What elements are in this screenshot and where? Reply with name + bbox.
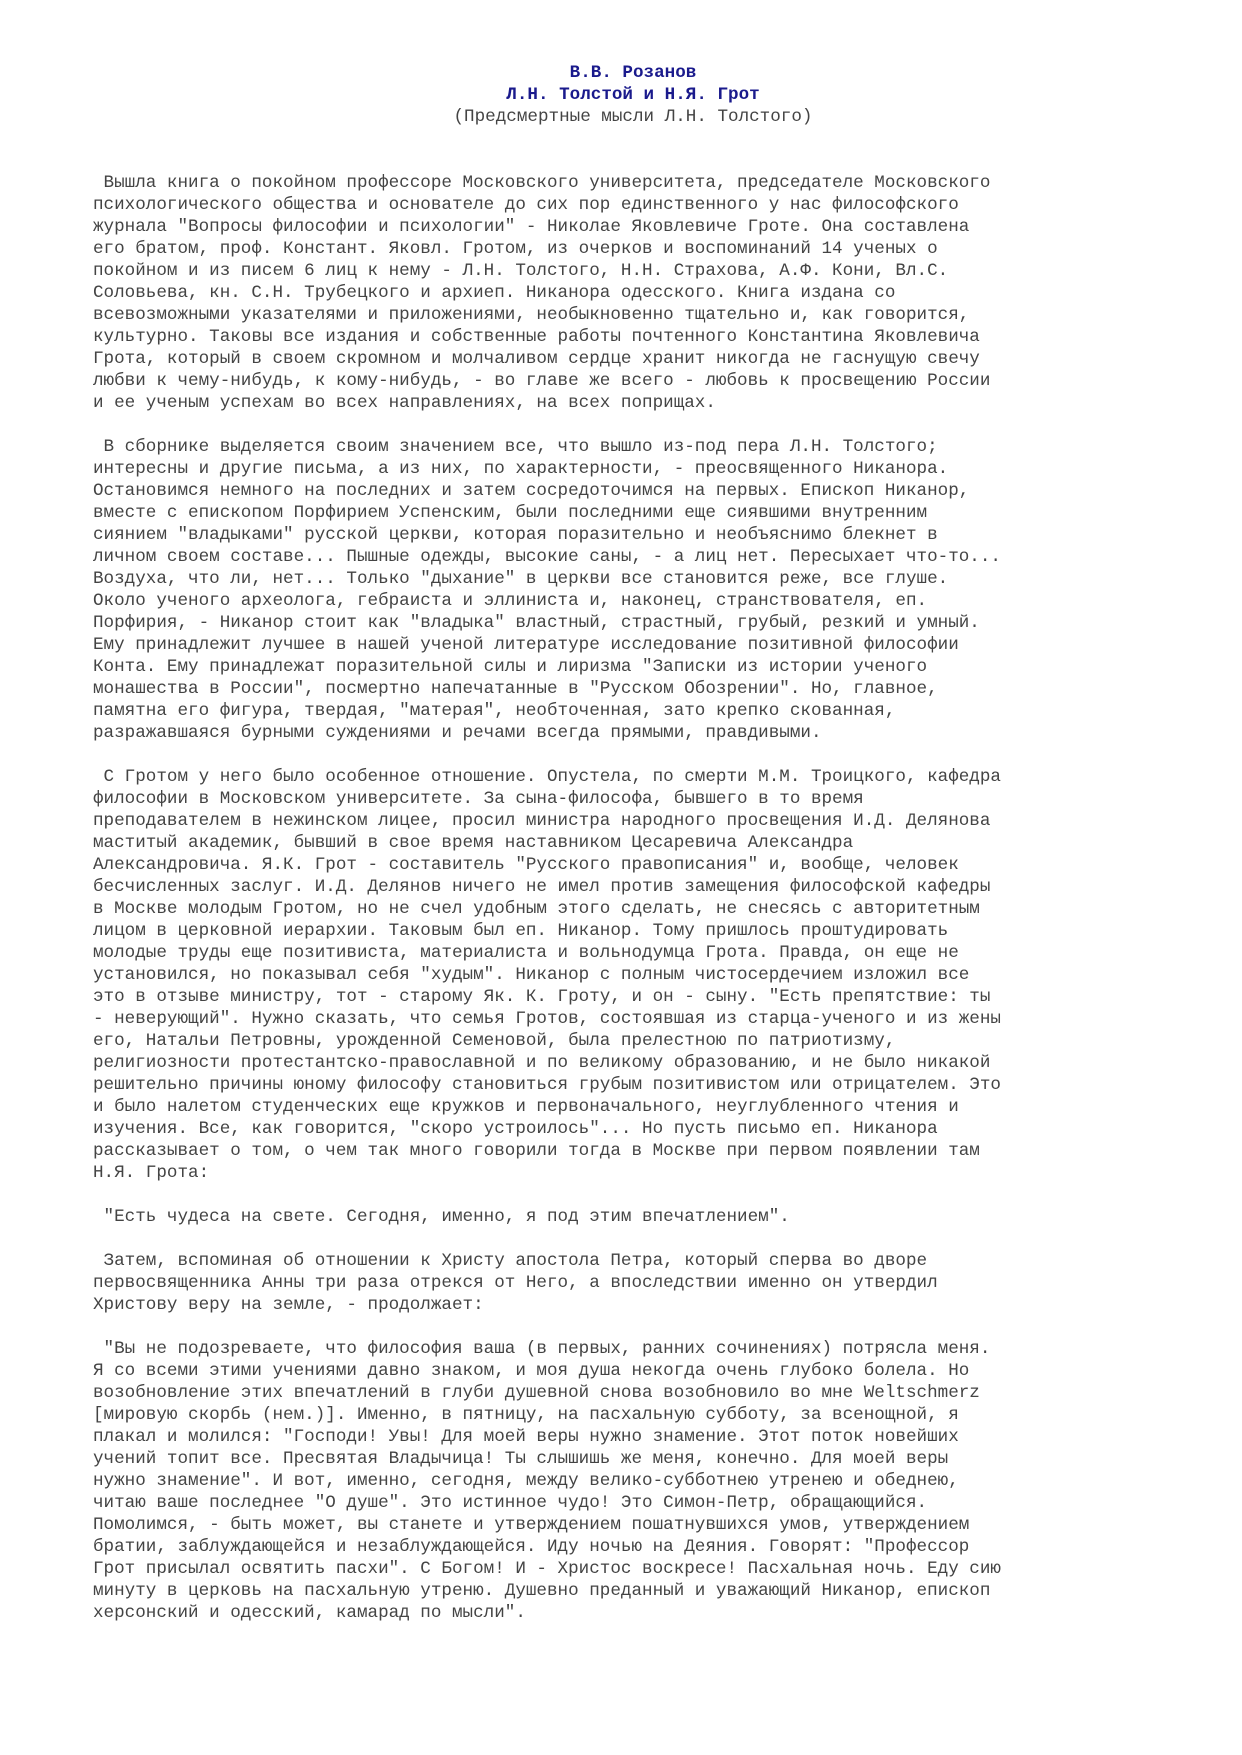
document-page bbox=[93, 62, 1173, 1646]
paragraph-line: братии, заблуждающейся и незаблуждающейся. Иду ночью на Деяния. Говорят: "Профессор bbox=[93, 1537, 970, 1557]
paragraph-line: Вышла книга о покойном профессоре Московского университета, председателе Московского bbox=[93, 173, 991, 193]
paragraph-line: нужно знамение". И вот, именно, сегодня, между велико-субботнею утренею и обеднею, bbox=[93, 1471, 959, 1491]
paragraph bbox=[93, 766, 1173, 1184]
paragraph-line: монашества в России", посмертно напечатанные в "Русском Обозрении". Но, главное, bbox=[93, 679, 938, 699]
paragraph-line: возобновление этих впечатлений в глуби душевной снова возобновило во мне Weltschmerz bbox=[93, 1383, 980, 1403]
paragraph bbox=[93, 436, 1173, 744]
paragraph-line: Затем, вспоминая об отношении к Христу апостола Петра, который сперва во дворе bbox=[93, 1251, 928, 1271]
paragraph-line: учений топит все. Пресвятая Владычица! Ты слышишь же меня, конечно. Для моей веры bbox=[93, 1449, 949, 1469]
paragraph-line: психологического общества и основателе до сих пор единственного у нас философского bbox=[93, 195, 959, 215]
paragraph bbox=[93, 172, 1173, 414]
title-heading: Л.Н. Толстой и Н.Я. Грот bbox=[506, 85, 760, 105]
paragraph-line: Грот присылал освятить пасхи". С Богом! И - Христос воскресе! Пасхальная ночь. Еду сию bbox=[93, 1559, 1001, 1579]
paragraph-line: Конта. Ему принадлежат поразительной силы и лиризма "Записки из истории ученого bbox=[93, 657, 928, 677]
paragraph-line: его, Натальи Петровны, урожденной Семеновой, была прелестною по патриотизму, bbox=[93, 1031, 896, 1051]
paragraph-line: изучения. Все, как говорится, "скоро устроилось"... Но пусть письмо еп. Никанора bbox=[93, 1119, 938, 1139]
document-header bbox=[93, 62, 1173, 128]
paragraph-line: Христову веру на земле, - продолжает: bbox=[93, 1295, 484, 1315]
paragraph-line: это в отзыве министру, тот - старому Як. К. Гроту, и он - сыну. "Есть препятствие: ты bbox=[93, 987, 991, 1007]
paragraph-line: лицом в церковной иерархии. Таковым был еп. Никанор. Тому пришлось проштудировать bbox=[93, 921, 949, 941]
paragraph bbox=[93, 1206, 1173, 1228]
paragraph-line: в Москве молодым Гротом, но не счел удобным этого сделать, не снесясь с авторитетным bbox=[93, 899, 980, 919]
paragraph-line: рассказывает о том, о чем так много говорили тогда в Москве при первом появлении там bbox=[93, 1141, 980, 1161]
paragraph-line: первосвященника Анны три раза отрекся от Него, а впоследствии именно он утвердил bbox=[93, 1273, 938, 1293]
paragraph-line: маститый академик, бывший в свое время наставником Цесаревича Александра bbox=[93, 833, 854, 853]
paragraph-line: Грота, который в своем скромном и молчаливом сердце хранит никогда не гаснущую свечу bbox=[93, 349, 980, 369]
paragraph-line: памятна его фигура, твердая, "матерая", необточенная, зато крепко скованная, bbox=[93, 701, 896, 721]
paragraph-line: [мировую скорбь (нем.)]. Именно, в пятницу, на пасхальную субботу, за всенощной, я bbox=[93, 1405, 959, 1425]
paragraph-line: журнала "Вопросы философии и психологии" - Николае Яковлевиче Гроте. Она составлена bbox=[93, 217, 970, 237]
paragraph-line: Александровича. Я.К. Грот - составитель "Русского правописания" и, вообще, человек bbox=[93, 855, 959, 875]
paragraph-line: Н.Я. Грота: bbox=[93, 1163, 210, 1183]
paragraph-line: "Вы не подозреваете, что философия ваша (в первых, ранних сочинениях) потрясла меня. bbox=[93, 1339, 991, 1359]
paragraph-line: и было налетом студенческих еще кружков и первоначального, неуглубленного чтения и bbox=[93, 1097, 959, 1117]
paragraph-line: установился, но показывал себя "худым". Никанор с полным чистосердечием изложил все bbox=[93, 965, 970, 985]
paragraph-line: покойном и из писем 6 лиц к нему - Л.Н. Толстого, Н.Н. Страхова, А.Ф. Кони, Вл.С. bbox=[93, 261, 949, 281]
paragraph-line: интересны и другие письма, а из них, по характерности, - преосвященного Никанора. bbox=[93, 459, 949, 479]
paragraph-line: В сборнике выделяется своим значением все, что вышло из-под пера Л.Н. Толстого; bbox=[93, 437, 938, 457]
paragraph-line: Остановимся немного на последних и затем сосредоточимся на первых. Епископ Никанор, bbox=[93, 481, 970, 501]
paragraph-line: плакал и молился: "Господи! Увы! Для моей веры нужно знамение. Этот поток новейших bbox=[93, 1427, 959, 1447]
paragraph-line: преподавателем в нежинском лицее, просил министра народного просвещения И.Д. Делянова bbox=[93, 811, 991, 831]
paragraph-line: и ее ученым успехам во всех направлениях, на всех поприщах. bbox=[93, 393, 716, 413]
paragraph-line: Воздуха, что ли, нет... Только "дыхание" в церкви все становится реже, все глуше. bbox=[93, 569, 949, 589]
paragraph-line: бесчисленных заслуг. И.Д. Делянов ничего не имел против замещения философской кафедры bbox=[93, 877, 991, 897]
paragraph-line: всевозможными указателями и приложениями, необыкновенно тщательно и, как говорится, bbox=[93, 305, 970, 325]
paragraph-line: Порфирия, - Никанор стоит как "владыка" властный, страстный, грубый, резкий и умный. bbox=[93, 613, 980, 633]
paragraph-line: религиозности протестантско-православной и по великому образованию, и не было никакой bbox=[93, 1053, 991, 1073]
subtitle: (Предсмертные мысли Л.Н. Толстого) bbox=[453, 107, 813, 127]
paragraph-line: С Гротом у него было особенное отношение. Опустела, по смерти М.М. Троицкого, кафедра bbox=[93, 767, 1001, 787]
paragraph bbox=[93, 1250, 1173, 1316]
paragraph-line: - неверующий". Нужно сказать, что семья Гротов, состоявшая из старца-ученого и из жены bbox=[93, 1009, 1001, 1029]
paragraph-line: личном своем составе... Пышные одежды, высокие саны, - а лиц нет. Пересыхает что-то... bbox=[93, 547, 1001, 567]
paragraph-line: любви к чему-нибудь, к кому-нибудь, - во главе же всего - любовь к просвещению России bbox=[93, 371, 991, 391]
paragraph-line: молодые труды еще позитивиста, материалиста и вольнодумца Грота. Правда, он еще не bbox=[93, 943, 959, 963]
paragraph-line: Помолимся, - быть может, вы станете и утверждением пошатнувшихся умов, утверждением bbox=[93, 1515, 970, 1535]
paragraph bbox=[93, 1338, 1173, 1624]
paragraph-line: "Есть чудеса на свете. Сегодня, именно, я под этим впечатлением". bbox=[93, 1207, 790, 1227]
document-body bbox=[93, 172, 1173, 1624]
paragraph-line: его братом, проф. Констант. Яковл. Гротом, из очерков и воспоминаний 14 ученых о bbox=[93, 239, 938, 259]
paragraph-line: разражавшаяся бурными суждениями и речами всегда прямыми, правдивыми. bbox=[93, 723, 822, 743]
paragraph-line: Около ученого археолога, гебраиста и эллиниста и, наконец, странствователя, еп. bbox=[93, 591, 928, 611]
paragraph-line: вместе с епископом Порфирием Успенским, были последними еще сиявшими внутренним bbox=[93, 503, 928, 523]
paragraph-line: философии в Московском университете. За сына-философа, бывшего в то время bbox=[93, 789, 864, 809]
paragraph-line: сиянием "владыками" русской церкви, которая поразительно и необъяснимо блекнет в bbox=[93, 525, 938, 545]
paragraph-line: Я со всеми этими учениями давно знаком, и моя душа некогда очень глубоко болела. Но bbox=[93, 1361, 970, 1381]
author-heading: В.В. Розанов bbox=[569, 63, 697, 83]
paragraph-line: культурно. Таковы все издания и собственные работы почтенного Константина Яковлевича bbox=[93, 327, 980, 347]
paragraph-line: херсонский и одесский, камарад по мысли". bbox=[93, 1603, 526, 1623]
paragraph-line: читаю ваше последнее "О душе". Это истинное чудо! Это Симон-Петр, обращающийся. bbox=[93, 1493, 928, 1513]
paragraph-line: Соловьева, кн. С.Н. Трубецкого и архиеп. Никанора одесского. Книга издана со bbox=[93, 283, 896, 303]
paragraph-line: Ему принадлежит лучшее в нашей ученой литературе исследование позитивной философии bbox=[93, 635, 959, 655]
paragraph-line: минуту в церковь на пасхальную утреню. Душевно преданный и уважающий Никанор, епископ bbox=[93, 1581, 991, 1601]
paragraph-line: решительно причины юному философу становиться грубым позитивистом или отрицателем. Это bbox=[93, 1075, 1001, 1095]
